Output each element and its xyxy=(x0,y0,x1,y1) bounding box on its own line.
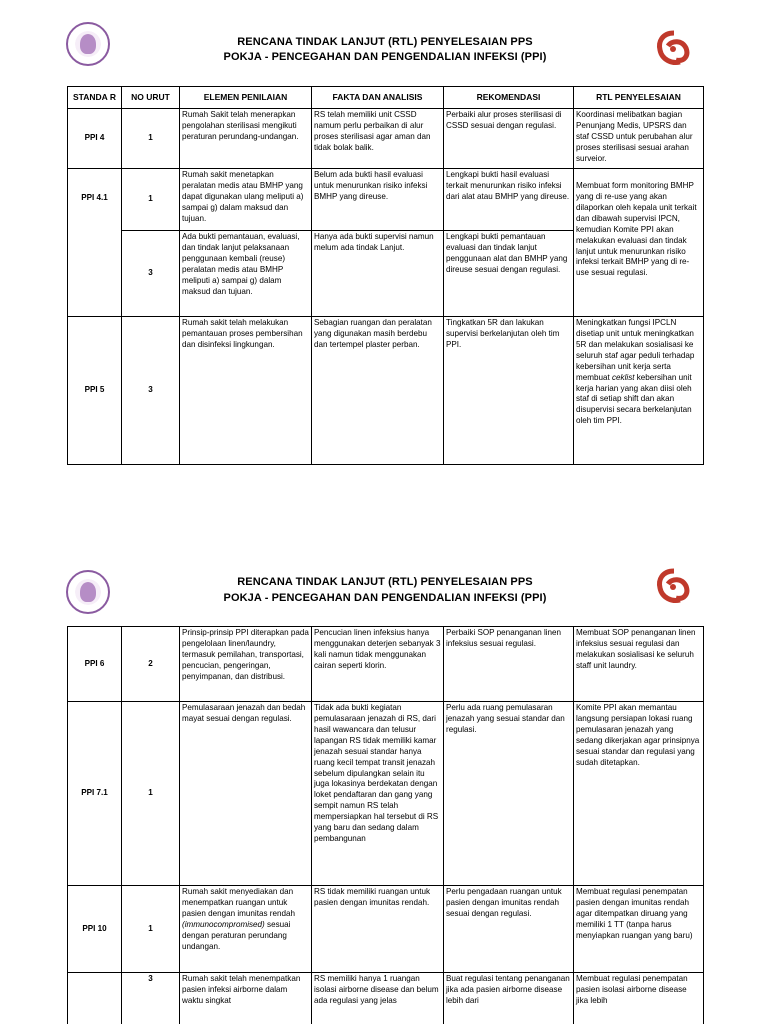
no-urut-cell: 2 xyxy=(122,627,180,702)
standar-cell: PPI 4.1 xyxy=(68,169,122,317)
elemen-cell xyxy=(180,886,312,973)
no-urut-cell: 1 xyxy=(122,886,180,973)
header-fakta-analisis: FAKTA DAN ANALISIS xyxy=(312,87,444,109)
rekomendasi-cell: Lengkapi bukti hasil evaluasi terkait menurunkan risiko infeksi dari alat atau BMHP yang direuse. xyxy=(444,169,574,231)
document-page-2 xyxy=(0,540,768,1024)
rtl-cell: Membuat form monitoring BMHP yang di re-use yang akan dilaporkan oleh kepala unit terkait dan dibawah supervisi IPCN, kemudian Komite PPI akan melakukan evaluasi dan tindak lanjut untuk menurunkan risiko infeksi terkait BMHP yang di re-use sesuai regulasi. xyxy=(574,169,704,317)
rtl-cell: Membuat SOP penanganan linen infeksius sesuai regulasi dan melakukan sosialisasi ke seluruh staff unit laundry. xyxy=(574,627,704,702)
table-row xyxy=(68,169,704,231)
quality-logo-icon xyxy=(654,566,694,606)
standar-cell: PPI 6 xyxy=(68,627,122,702)
fakta-cell: RS memiliki hanya 1 ruangan isolasi airborne disease dan belum ada regulasi yang jelas xyxy=(312,973,444,1024)
standar-cell: PPI 10 xyxy=(68,886,122,973)
standar-cell: PPI 7.1 xyxy=(68,702,122,886)
fakta-cell: Hanya ada bukti supervisi namun melum ada tindak Lanjut. xyxy=(312,231,444,317)
quality-logo-icon xyxy=(654,28,694,68)
elemen-cell: Rumah sakit telah melakukan pemantauan proses pembersihan dan disinfeksi lingkungan. xyxy=(180,317,312,465)
standar-cell: PPI 5 xyxy=(68,317,122,465)
table-row xyxy=(68,702,704,886)
no-urut-cell: 1 xyxy=(122,169,180,231)
table-row xyxy=(68,627,704,702)
header-rekomendasi: REKOMENDASI xyxy=(444,87,574,109)
header-rtl-penyelesaian: RTL PENYELESAIAN xyxy=(574,87,704,109)
no-urut-cell: 1 xyxy=(122,702,180,886)
fakta-cell: Sebagian ruangan dan peralatan yang digunakan masih berdebu dan tertempel plaster perban. xyxy=(312,317,444,465)
fakta-cell: RS telah memiliki unit CSSD namum perlu perbaikan di alur proses sterilisasi agar aman dan tidak bolak balik. xyxy=(312,109,444,169)
header-elemen-penilaian: ELEMEN PENILAIAN xyxy=(180,87,312,109)
rtl-text: Meningkatkan fungsi IPCLN disetiap unit untuk meningkatkan 5R dan melakukan sosialisasi ke seluruh staf agar peduli terhadap kebersihan unit kerja serta membuat xyxy=(576,318,695,382)
standar-cell xyxy=(68,973,122,1024)
elemen-text: sesuai dengan peraturan perundang undangan. xyxy=(182,919,291,951)
document-subtitle: POKJA - PENCEGAHAN DAN PENGENDALIAN INFEKSI (PPI) xyxy=(223,592,547,604)
no-urut-cell: 1 xyxy=(122,109,180,169)
rtl-cell: Komite PPI akan memantau langsung persiapan lokasi ruang pemulasaran jenazah yang sedang dikerjakan agar prinsipnya sesuai standar dan regulasi yang sudah ditetapkan. xyxy=(574,702,704,886)
rekomendasi-cell: Perlu pengadaan ruangan untuk pasien dengan imunitas rendah sesuai dengan regulasi. xyxy=(444,886,574,973)
elemen-text: Rumah sakit menyediakan dan menempatkan ruangan untuk pasien dengan imunitas rendah xyxy=(182,887,295,918)
elemen-cell: Prinsip-prinsip PPI diterapkan pada pengelolaan linen/laundry, termasuk pemilahan, transportasi, pencucian, pengeringan, penyimpanan, dan distribusi. xyxy=(180,627,312,702)
page-gap xyxy=(0,500,768,540)
hospital-logo-icon xyxy=(66,570,110,614)
rekomendasi-cell: Buat regulasi tentang penanganan jika ada pasien airborne disease lebih dari xyxy=(444,973,574,1024)
rekomendasi-cell: Perlu ada ruang pemulasaran jenazah yang sesuai standar dan regulasi. xyxy=(444,702,574,886)
elemen-cell: Pemulasaraan jenazah dan bedah mayat sesuai dengan regulasi. xyxy=(180,702,312,886)
no-urut-cell: 3 xyxy=(122,317,180,465)
table-row xyxy=(68,886,704,973)
standar-cell: PPI 4 xyxy=(68,109,122,169)
elemen-italic-text: (immunocompromised) xyxy=(182,919,265,929)
rekomendasi-cell: Tingkatkan 5R dan lakukan supervisi berkelanjutan oleh tim PPI. xyxy=(444,317,574,465)
table-row xyxy=(68,317,704,465)
no-urut-cell: 3 xyxy=(122,973,180,1024)
rtl-cell: Koordinasi melibatkan bagian Penunjang Medis, UPSRS dan staf CSSD untuk perubahan alur proses sterilisasi sesuai arahan surveior. xyxy=(574,109,704,169)
header-standar: STANDA R xyxy=(68,87,122,109)
table-row xyxy=(68,109,704,169)
rekomendasi-cell: Perbaiki SOP penanganan linen infeksius sesuai regulasi. xyxy=(444,627,574,702)
header-no-urut: NO URUT xyxy=(122,87,180,109)
rekomendasi-cell: Perbaiki alur proses sterilisasi di CSSD sesuai dengan regulasi. xyxy=(444,109,574,169)
rtl-table-2 xyxy=(67,626,704,1024)
elemen-cell: Rumah sakit telah menempatkan pasien infeksi airborne dalam waktu singkat xyxy=(180,973,312,1024)
rtl-text: kebersihan unit kerja harian yang akan diisi oleh staf di setiap shift dan akan disupervisi secara berkelanjutan oleh tim PPI. xyxy=(576,372,692,426)
document-page-1 xyxy=(0,0,768,500)
elemen-cell: Rumah sakit menetapkan peralatan medis atau BMHP yang dapat digunakan ulang meliputi a) sampai g) dalam maksud dan tujuan. xyxy=(180,169,312,231)
rtl-table-1 xyxy=(67,86,704,465)
elemen-cell: Rumah Sakit telah menerapkan pengolahan sterilisasi mengikuti peraturan perundang-undangan. xyxy=(180,109,312,169)
document-title: RENCANA TINDAK LANJUT (RTL) PENYELESAIAN PPS xyxy=(237,36,533,48)
fakta-cell: RS tidak memiliki ruangan untuk pasien dengan imunitas rendah. xyxy=(312,886,444,973)
document-subtitle: POKJA - PENCEGAHAN DAN PENGENDALIAN INFEKSI (PPI) xyxy=(223,51,547,63)
fakta-cell: Tidak ada bukti kegiatan pemulasaraan jenazah di RS, dari hasil wawancara dan telusur lapangan RS tidak memiliki kamar jenazah sesuai standar hanya ruang kecil tempat transit jenazah sebelum dipulangkan selain itu juga lokasinya berdekatan dengan loket pendaftaran dan gang yang sempit namun RS telah mempersiapkan hal tersebut di RS yang baru dan sedang dalam pembangunan xyxy=(312,702,444,886)
rtl-cell: Membuat regulasi penempatan pasien isolasi airborne disease jika lebih xyxy=(574,973,704,1024)
rtl-italic-text: ceklist xyxy=(612,372,635,382)
no-urut-cell: 3 xyxy=(122,231,180,317)
fakta-cell: Pencucian linen infeksius hanya menggunakan deterjen sebanyak 3 kali namun tidak menggunakan cairan seperti klorin. xyxy=(312,627,444,702)
table-row xyxy=(68,973,704,1024)
rtl-cell: Membuat regulasi penempatan pasien dengan imunitas rendah agar ditempatkan diruang yang memiliki 1 TT (tanpa harus menyiapkan ruangan yang baru) xyxy=(574,886,704,973)
hospital-logo-icon xyxy=(66,22,110,66)
document-title: RENCANA TINDAK LANJUT (RTL) PENYELESAIAN PPS xyxy=(237,576,533,588)
fakta-cell: Belum ada bukti hasil evaluasi untuk menurunkan risiko infeksi BMHP yang direuse. xyxy=(312,169,444,231)
elemen-cell: Ada bukti pemantauan, evaluasi, dan tindak lanjut pelaksanaan penggunaan kembali (reuse) peralatan medis atau BMHP meliputi a) sampai g) dalam maksud dan tujuan. xyxy=(180,231,312,317)
table-header-row xyxy=(68,87,704,109)
rekomendasi-cell: Lengkapi bukti pemantauan evaluasi dan tindak lanjut penggunaan alat dan BMHP yang direuse sesuai dengan regulasi. xyxy=(444,231,574,317)
rtl-cell xyxy=(574,317,704,465)
